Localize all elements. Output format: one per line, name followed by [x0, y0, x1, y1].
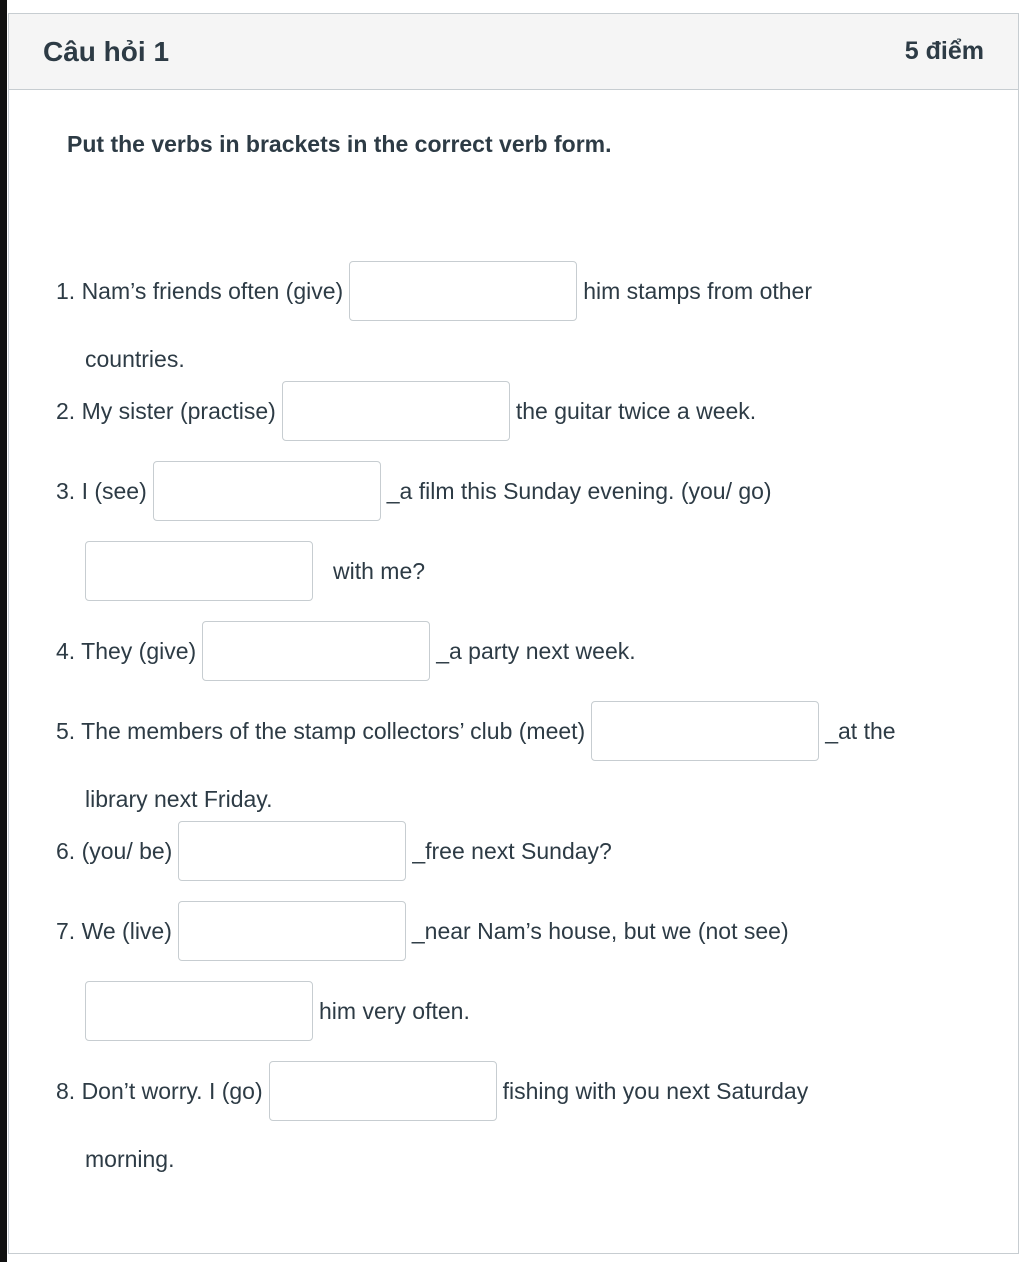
item-5-ending: library next Friday.: [85, 785, 273, 812]
item-7-continuation: _near Nam’s house, but we (not see): [411, 917, 789, 944]
item-4-continuation: _a party next week.: [436, 637, 636, 664]
item-6-line-1: [0, 819, 1024, 883]
item-4-line-1: [0, 619, 1024, 683]
answer-blank-4[interactable]: [202, 621, 430, 681]
answer-blank-8[interactable]: [269, 1061, 497, 1121]
question-instruction: Put the verbs in brackets in the correct verb form.: [67, 131, 612, 157]
answer-blank-7b[interactable]: [85, 981, 313, 1041]
answer-blank-1[interactable]: [349, 261, 577, 321]
item-5-prompt: 5. The members of the stamp collectors’ club (meet): [56, 717, 586, 744]
item-2-line-1: [0, 379, 1024, 443]
item-3-ending: with me?: [333, 557, 426, 584]
item-7-prompt: 7. We (live): [56, 917, 172, 944]
item-1-continuation: him stamps from other: [583, 277, 812, 304]
answer-blank-5[interactable]: [591, 701, 819, 761]
answer-blank-3a[interactable]: [153, 461, 381, 521]
answer-blank-3b[interactable]: [85, 541, 313, 601]
item-2-continuation: the guitar twice a week.: [515, 397, 757, 424]
item-8-line-1: [0, 1059, 1024, 1123]
question-title: Câu hỏi 1: [43, 35, 170, 67]
item-7-line-2: [0, 979, 1024, 1043]
item-8-ending: morning.: [85, 1145, 175, 1172]
answer-blank-2[interactable]: [282, 381, 510, 441]
item-3-continuation: _a film this Sunday evening. (you/ go): [386, 477, 772, 504]
question-header: [9, 14, 1018, 90]
item-7-line-1: [0, 899, 1024, 963]
item-4-prompt: 4. They (give): [56, 637, 197, 664]
item-2-prompt: 2. My sister (practise): [56, 397, 276, 424]
item-3-line-1: [0, 459, 1024, 523]
answer-blank-7a[interactable]: [178, 901, 406, 961]
item-5-continuation: _at the: [825, 717, 896, 744]
item-1-ending: countries.: [85, 345, 185, 372]
item-8-prompt: 8. Don’t worry. I (go): [56, 1077, 263, 1104]
item-7-ending: him very often.: [319, 997, 470, 1024]
question-points: 5 điểm: [904, 37, 984, 65]
item-8-line-2: [0, 1127, 1024, 1191]
item-6-continuation: _free next Sunday?: [412, 837, 612, 864]
answer-blank-6[interactable]: [178, 821, 406, 881]
item-3-prompt: 3. I (see): [56, 477, 147, 504]
item-1-prompt: 1. Nam’s friends often (give): [56, 277, 344, 304]
item-8-continuation: fishing with you next Saturday: [502, 1077, 809, 1104]
item-1-line-1: [0, 259, 1024, 323]
item-3-line-2: [0, 539, 1024, 603]
item-5-line-1: [0, 699, 1024, 763]
item-6-prompt: 6. (you/ be): [56, 837, 173, 864]
